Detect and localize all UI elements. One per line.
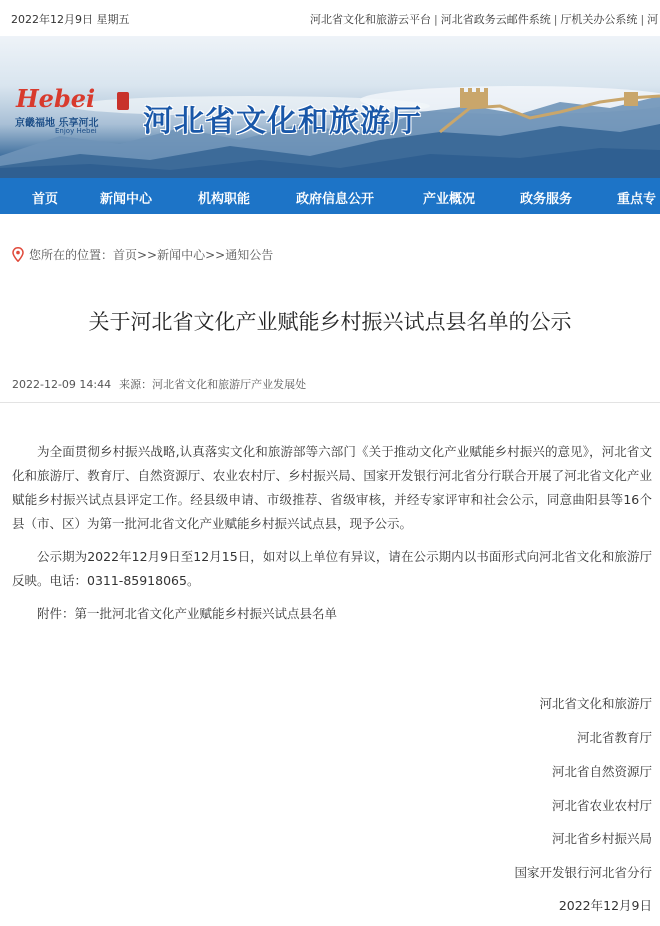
nav-item-key-topics[interactable]: 重点专 <box>617 192 657 207</box>
breadcrumb <box>12 246 273 265</box>
logo-seal <box>117 92 129 110</box>
breadcrumb-text[interactable]: 您所在的位置：首页>>新闻中心>>通知公告 <box>29 248 274 262</box>
logo-script: Hebei <box>16 84 96 113</box>
article-meta <box>12 376 306 392</box>
article-body <box>12 440 652 635</box>
article-title: 关于河北省文化产业赋能乡村振兴试点县名单的公示 <box>88 310 572 334</box>
nav-item-industry[interactable]: 产业概况 <box>423 192 476 207</box>
logo-slogan: 京畿福地 乐享河北 <box>15 118 99 129</box>
logo-english: Enjoy Hebei <box>55 127 97 135</box>
meta-divider <box>0 402 660 403</box>
main-nav <box>0 178 660 214</box>
top-links: 河北省文化和旅游云平台 | 河北省政务云邮件系统 | 厅机关办公系统 | 河 <box>310 13 659 26</box>
nav-item-home[interactable]: 首页 <box>32 192 59 207</box>
nav-item-news[interactable]: 新闻中心 <box>100 192 153 207</box>
header-banner <box>0 36 660 178</box>
signatory: 河北省自然资源厅 <box>551 764 652 779</box>
signatory: 国家开发银行河北省分行 <box>514 865 652 880</box>
nav-item-services[interactable]: 政务服务 <box>520 192 573 207</box>
top-bar <box>0 0 660 36</box>
signatory: 河北省教育厅 <box>576 730 652 745</box>
signatory: 河北省文化和旅游厅 <box>539 696 652 711</box>
signatory: 河北省农业农村厅 <box>551 798 652 813</box>
paragraph: 为全面贯彻乡村振兴战略,认真落实文化和旅游部等六部门《关于推动文化产业赋能乡村振兴的意见》，河北省文化和旅游厅、教育厅、自然资源厅、农业农村厅、乡村振兴局、国家开发银行河北省分行联合开展了河北省文化产业赋能乡村振兴试点县评定工作。经县级申请、市级推荐、省级审核，并经专家评审和社会公示，同意曲阳县等16个县（市、区）为第一批河北省文化产业赋能乡村振兴试点县，现予公示。 <box>12 444 652 531</box>
link-more[interactable]: 河 <box>647 13 659 26</box>
sign-date: 2022年12月9日 <box>558 898 652 913</box>
link-office-system[interactable]: 厅机关办公系统 <box>560 13 638 26</box>
signatory: 河北省乡村振兴局 <box>551 831 652 846</box>
link-culture-cloud[interactable]: 河北省文化和旅游云平台 <box>310 13 431 26</box>
paragraph: 公示期为2022年12月9日至12月15日，如对以上单位有异议，请在公示期内以书面形式向河北省文化和旅游厅反映。电话：0311-85918065。 <box>12 549 652 588</box>
location-pin-icon <box>12 247 24 265</box>
current-date: 2022年12月9日 星期五 <box>11 13 130 26</box>
nav-item-functions[interactable]: 机构职能 <box>198 192 251 207</box>
publish-datetime: 2022-12-09 14:44 <box>12 378 112 391</box>
nav-item-gov-info[interactable]: 政府信息公开 <box>296 192 375 207</box>
site-title: 河北省文化和旅游厅 <box>143 104 422 139</box>
article-source: 来源：河北省文化和旅游厅产业发展处 <box>119 378 307 391</box>
link-email-system[interactable]: 河北省政务云邮件系统 <box>440 13 551 26</box>
attachment-link[interactable]: 附件：第一批河北省文化产业赋能乡村振兴试点县名单 <box>37 606 338 621</box>
